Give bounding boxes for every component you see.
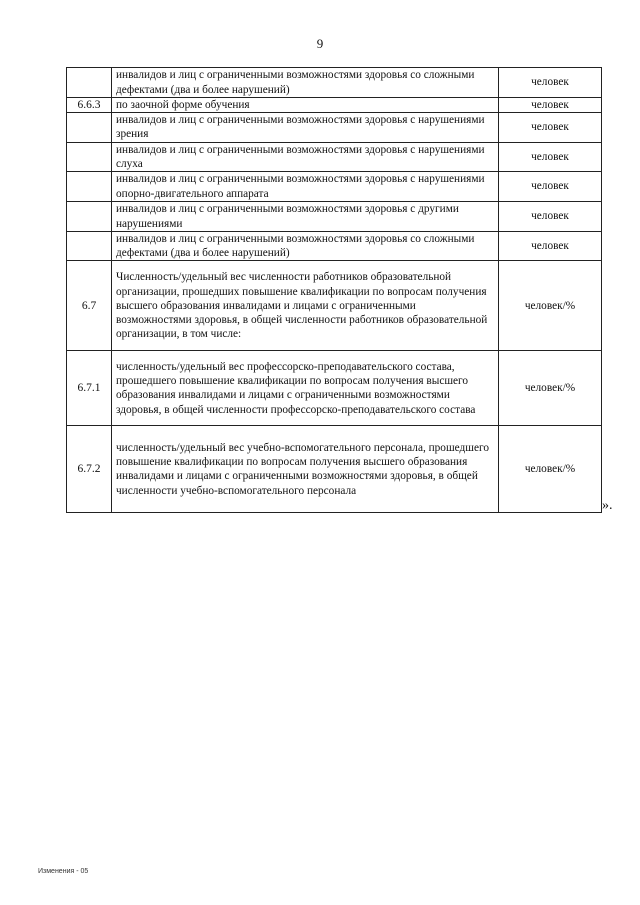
row-number bbox=[67, 142, 112, 171]
page-number: 9 bbox=[316, 36, 324, 51]
row-number bbox=[67, 232, 112, 261]
indicators-table bbox=[66, 67, 602, 513]
table-row bbox=[67, 426, 602, 513]
table-row bbox=[67, 98, 602, 113]
row-unit: человек bbox=[499, 142, 602, 171]
row-number: 6.7.1 bbox=[67, 351, 112, 426]
row-description: численность/удельный вес профессорско-преподавательского состава, прошедшего повышение квалификации по вопросам получения высшего образования инвалидами и лицами с ограниченными возможностями здоровья, в общей численности профессорско-преподавательского состава bbox=[112, 351, 499, 426]
row-unit: человек bbox=[499, 202, 602, 232]
row-number: 6.7 bbox=[67, 261, 112, 351]
table-row bbox=[67, 261, 602, 351]
table-row bbox=[67, 232, 602, 261]
row-number bbox=[67, 202, 112, 232]
table-row bbox=[67, 68, 602, 98]
row-description: Численность/удельный вес численности работников образовательной организации, прошедших повышение квалификации по вопросам получения высшего образования инвалидами и лицами с ограниченными возможностями здоровья, в общей численности работников образовательной организации, в том числе: bbox=[112, 261, 499, 351]
row-number bbox=[67, 172, 112, 202]
row-unit: человек bbox=[499, 113, 602, 142]
row-description: инвалидов и лиц с ограниченными возможностями здоровья с нарушениями слуха bbox=[112, 142, 499, 171]
footer-revision: Изменения - 05 bbox=[38, 868, 89, 875]
table-row bbox=[67, 172, 602, 202]
row-description: численность/удельный вес учебно-вспомогательного персонала, прошедшего повышение квалификации по вопросам получения высшего образования инвалидами и лицами с ограниченными возможностями здоровья, в общей численности учебно-вспомогательного персонала bbox=[112, 426, 499, 513]
row-number: 6.6.3 bbox=[67, 98, 112, 113]
row-unit: человек bbox=[499, 68, 602, 98]
row-unit: человек/% bbox=[499, 426, 602, 513]
row-unit: человек bbox=[499, 98, 602, 113]
row-number bbox=[67, 68, 112, 98]
table-row bbox=[67, 351, 602, 426]
row-description: инвалидов и лиц с ограниченными возможностями здоровья с другими нарушениями bbox=[112, 202, 499, 232]
closing-quote: ». bbox=[602, 498, 613, 513]
row-number bbox=[67, 113, 112, 142]
row-description: инвалидов и лиц с ограниченными возможностями здоровья с нарушениями опорно-двигательного аппарата bbox=[112, 172, 499, 202]
table-row bbox=[67, 142, 602, 171]
row-unit: человек bbox=[499, 232, 602, 261]
table-row bbox=[67, 202, 602, 232]
row-unit: человек/% bbox=[499, 261, 602, 351]
row-description: инвалидов и лиц с ограниченными возможностями здоровья со сложными дефектами (два и более нарушений) bbox=[112, 68, 499, 98]
row-unit: человек bbox=[499, 172, 602, 202]
row-unit: человек/% bbox=[499, 351, 602, 426]
row-description: инвалидов и лиц с ограниченными возможностями здоровья со сложными дефектами (два и более нарушений) bbox=[112, 232, 499, 261]
row-description: по заочной форме обучения bbox=[112, 98, 499, 113]
row-number: 6.7.2 bbox=[67, 426, 112, 513]
table-row bbox=[67, 113, 602, 142]
row-description: инвалидов и лиц с ограниченными возможностями здоровья с нарушениями зрения bbox=[112, 113, 499, 142]
